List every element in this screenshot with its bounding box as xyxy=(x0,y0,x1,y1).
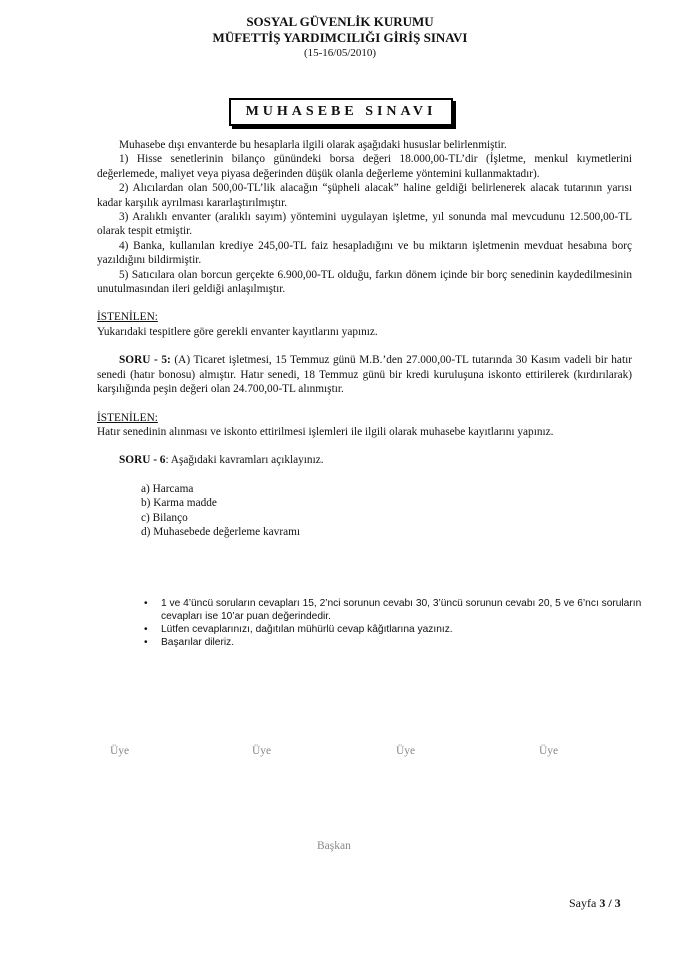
soru5-istenilen-text: Hatır senedinin alınması ve iskonto ettirilmesi işlemleri ile ilgili olarak muhasebe kayıtlarını yapınız. xyxy=(97,425,554,438)
organization-name: SOSYAL GÜVENLİK KURUMU xyxy=(246,14,434,29)
soru6-list xyxy=(141,482,632,540)
soru5-text: (A) Ticaret işletmesi, 15 Temmuz günü M.B.’den 27.000,00-TL tutarında 30 Kasım vadeli bir hatır senedi (hatır bonosu) almıştır. Hatır senedi, 18 Temmuz günü bir kredi kuruluşuna iskonto ettirilerek (kırdırılarak) karşılığında peşin değeri olan 24.700,00-TL alınmıştır. xyxy=(97,354,632,396)
note-text: Lütfen cevaplarınızı, dağıtılan mühürlü cevap kâğıtlarına yazınız. xyxy=(161,624,453,635)
page-value: 3 / 3 xyxy=(599,896,621,910)
signature-member: Üye xyxy=(252,745,272,757)
soru6-item: a) Harcama xyxy=(141,482,194,495)
soru6-item: c) Bilanço xyxy=(141,511,188,524)
bullet-icon: • xyxy=(144,637,148,648)
note-text: 1 ve 4’üncü soruların cevapları 15, 2’nci sorunun cevabı 30, 3’üncü sorunun cevabı 20, 5 ve 6’ncı soruların cevapları ise 10’ar puan değerindedir. xyxy=(161,598,642,622)
signature-chair: Başkan xyxy=(317,840,351,852)
note-item xyxy=(144,597,644,623)
signature-member: Üye xyxy=(396,745,416,757)
bullet-icon: • xyxy=(144,598,148,609)
section1-intro: Muhasebe dışı envanterde bu hesaplarla ilgili olarak aşağıdaki hususlar belirlenmiştir. xyxy=(119,139,507,151)
section1-item: 5) Satıcılara olan borcun gerçekte 6.900,00-TL olduğu, farkın dönem içinde bir borç senedinin kaydedilmesinin unutulmasından ileri geldiği anlaşılmıştır. xyxy=(97,268,632,296)
exam-title: MUHASEBE SINAVI xyxy=(229,98,453,126)
soru5-paragraph xyxy=(97,353,632,396)
exam-name: MÜFETTİŞ YARDIMCILIĞI GİRİŞ SINAVI xyxy=(212,30,468,45)
notes-list xyxy=(144,597,644,649)
note-text: Başarılar dileriz. xyxy=(161,637,235,648)
section1-istenilen-label: İSTENİLEN: xyxy=(97,311,158,324)
signature-member: Üye xyxy=(539,745,559,757)
note-item xyxy=(144,636,644,649)
note-item xyxy=(144,623,644,636)
soru6-paragraph xyxy=(97,453,632,467)
section1-item: 2) Alıcılardan olan 500,00-TL’lik alacağın “şüpheli alacak” haline geldiği belirlenerek alacak tutarının yarısı kadar karşılık ayrılması kararlaştırılmıştır. xyxy=(97,182,632,209)
soru5-istenilen-label: İSTENİLEN: xyxy=(97,411,158,424)
soru6-item: d) Muhasebede değerleme kavramı xyxy=(141,525,301,538)
section1-item: 4) Banka, kullanılan krediye 245,00-TL faiz hesapladığını ve bu miktarın işletmenin mevduat hesabına borç yazıldığını bildirmiştir. xyxy=(97,239,632,267)
soru6-text: : Aşağıdaki kavramları açıklayınız. xyxy=(165,454,324,467)
exam-date: (15-16/05/2010) xyxy=(303,47,377,59)
page-number xyxy=(569,896,621,911)
bullet-icon: • xyxy=(144,624,148,635)
section1-istenilen-text: Yukarıdaki tespitlere göre gerekli envanter kayıtlarını yapınız. xyxy=(97,325,378,338)
section1-item: 3) Aralıklı envanter (aralıklı sayım) yöntemini uygulayan işletme, yıl sonunda mal mevcudunu 12.500,00-TL olarak tespit etmiştir. xyxy=(97,211,632,238)
signature-member: Üye xyxy=(110,745,130,757)
page-label: Sayfa xyxy=(569,896,600,910)
exam-body xyxy=(97,138,632,539)
soru6-item: b) Karma madde xyxy=(141,497,217,510)
soru6-label: SORU - 6 xyxy=(119,454,166,467)
soru5-label: SORU - 5: xyxy=(119,354,171,367)
section1-item: 1) Hisse senetlerinin bilanço günündeki borsa değeri 18.000,00-TL’dir (İşletme, menkul kıymetlerini değerlemede, maliyet veya piyasa değerinden düşük olanla değerleme yöntemini kullanmaktadır). xyxy=(97,153,632,180)
